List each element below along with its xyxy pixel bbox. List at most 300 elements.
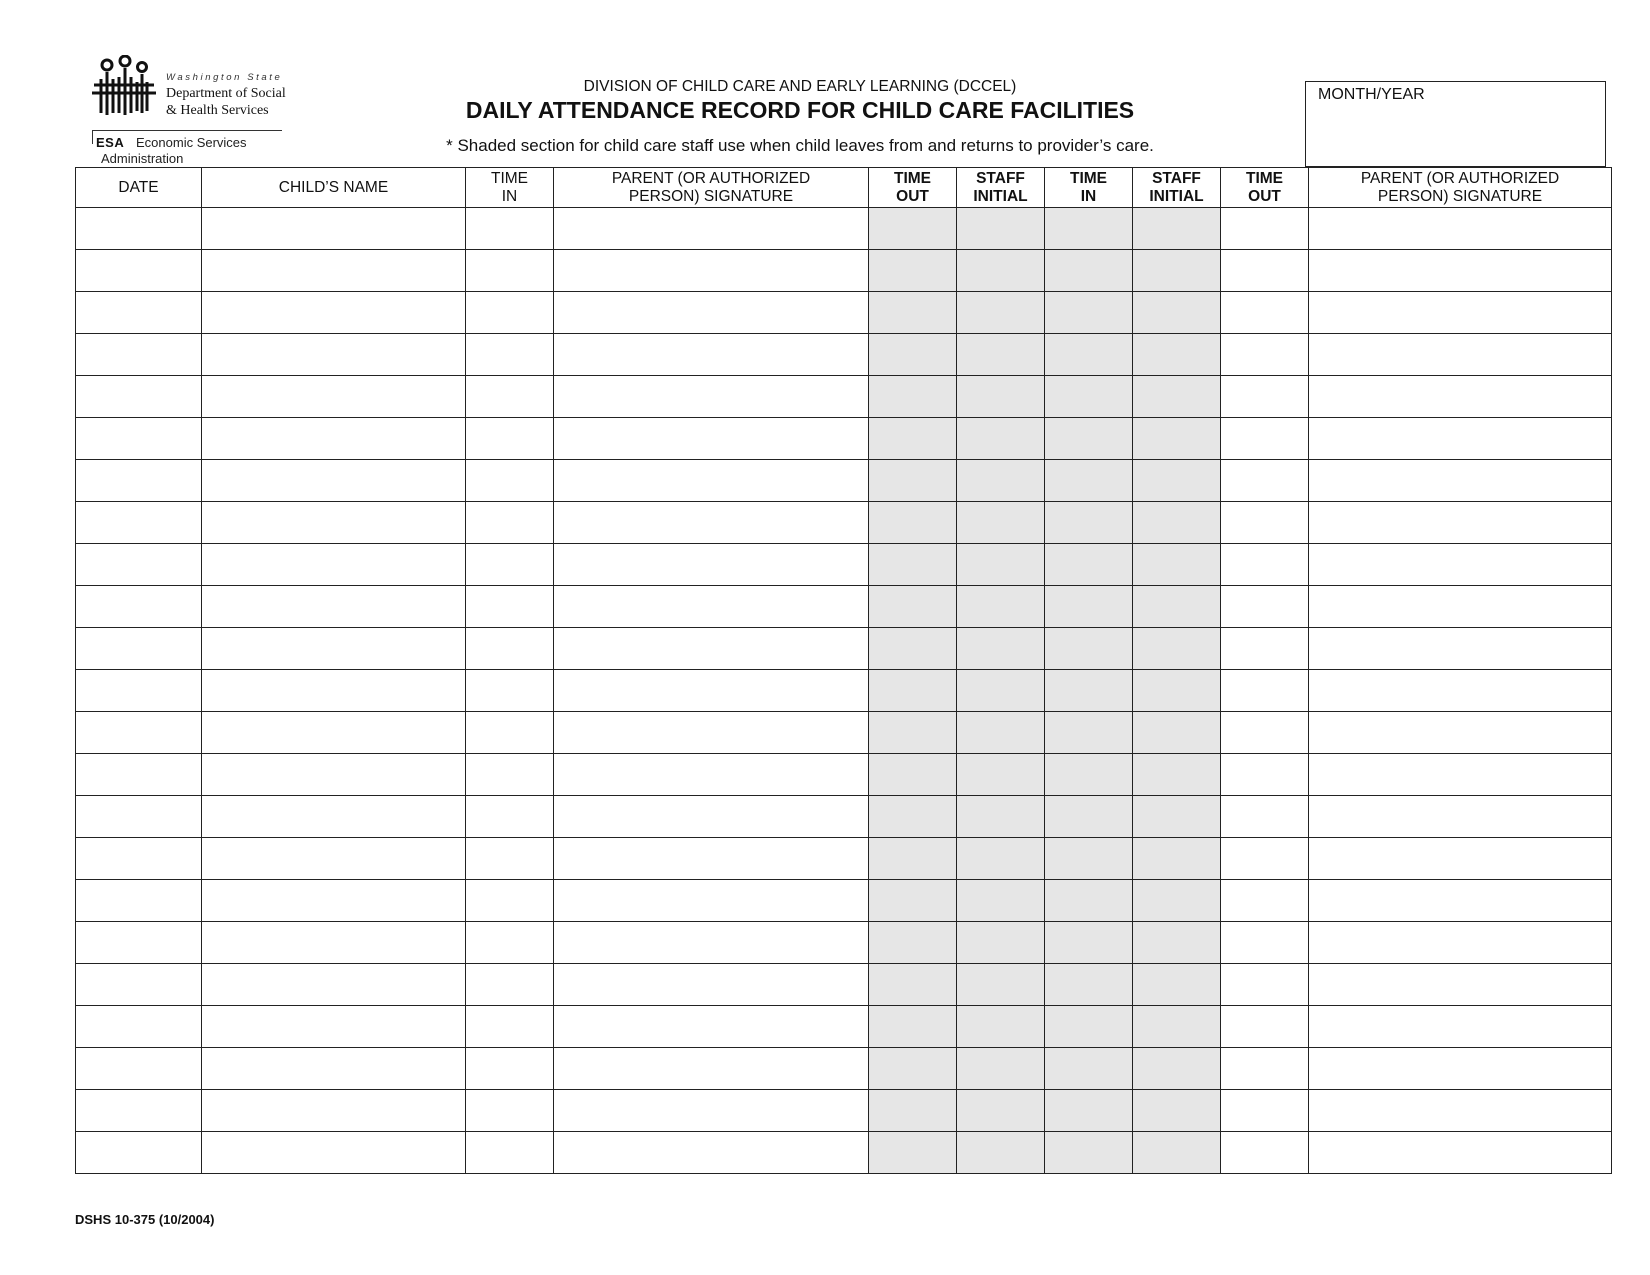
entry-cell[interactable] — [554, 208, 869, 250]
table-row — [76, 1006, 1612, 1048]
entry-cell[interactable] — [1221, 460, 1309, 502]
entry-cell[interactable] — [1221, 1048, 1309, 1090]
entry-cell[interactable] — [1309, 502, 1612, 544]
month-year-field[interactable] — [1305, 81, 1606, 167]
entry-cell[interactable] — [554, 1006, 869, 1048]
entry-cell[interactable] — [1309, 292, 1612, 334]
entry-cell[interactable] — [957, 838, 1045, 880]
entry-cell[interactable] — [1045, 628, 1133, 670]
agency-department-line1: Department of Social — [166, 86, 286, 101]
entry-cell[interactable] — [1133, 376, 1221, 418]
entry-cell[interactable] — [76, 460, 202, 502]
entry-cell[interactable] — [466, 586, 554, 628]
entry-cell[interactable] — [466, 334, 554, 376]
table-row — [76, 586, 1612, 628]
entry-cell[interactable] — [76, 292, 202, 334]
entry-cell[interactable] — [466, 1132, 554, 1174]
entry-cell[interactable] — [1221, 208, 1309, 250]
entry-cell[interactable] — [1309, 334, 1612, 376]
entry-cell[interactable] — [1221, 754, 1309, 796]
entry-cell[interactable] — [554, 586, 869, 628]
entry-cell[interactable] — [466, 796, 554, 838]
entry-cell[interactable] — [1045, 292, 1133, 334]
agency-esa: ESA — [96, 135, 125, 150]
table-row — [76, 250, 1612, 292]
column-header-line1: TIME — [490, 169, 529, 187]
entry-cell[interactable] — [957, 754, 1045, 796]
entry-cell[interactable] — [957, 1090, 1045, 1132]
entry-cell[interactable] — [554, 712, 869, 754]
entry-cell[interactable] — [76, 796, 202, 838]
entry-cell[interactable] — [76, 586, 202, 628]
entry-cell[interactable] — [957, 1048, 1045, 1090]
entry-cell[interactable] — [869, 292, 957, 334]
entry-cell[interactable] — [957, 1006, 1045, 1048]
column-header-line2: PERSON) SIGNATURE — [628, 187, 794, 205]
table-row — [76, 1048, 1612, 1090]
entry-cell[interactable] — [554, 544, 869, 586]
family-logo-icon — [92, 55, 158, 117]
entry-cell[interactable] — [1221, 1006, 1309, 1048]
entry-cell[interactable] — [554, 964, 869, 1006]
logo-divider-tick — [92, 130, 93, 144]
column-header-line2: INITIAL — [1149, 187, 1204, 205]
entry-cell[interactable] — [869, 418, 957, 460]
entry-cell[interactable] — [466, 460, 554, 502]
entry-cell[interactable] — [1045, 712, 1133, 754]
entry-cell[interactable] — [957, 250, 1045, 292]
entry-cell[interactable] — [1133, 502, 1221, 544]
entry-cell[interactable] — [466, 418, 554, 460]
form-title: DAILY ATTENDANCE RECORD FOR CHILD CARE FACILITIES — [465, 97, 1135, 123]
column-header — [957, 168, 1045, 208]
entry-cell[interactable] — [1221, 628, 1309, 670]
column-header-line2: INITIAL — [973, 187, 1028, 205]
attendance-table — [75, 167, 1612, 1174]
entry-cell[interactable] — [1133, 922, 1221, 964]
entry-cell[interactable] — [1221, 922, 1309, 964]
entry-cell[interactable] — [554, 460, 869, 502]
entry-cell[interactable] — [1045, 250, 1133, 292]
entry-cell[interactable] — [202, 208, 466, 250]
entry-cell[interactable] — [1045, 334, 1133, 376]
entry-cell[interactable] — [554, 1048, 869, 1090]
entry-cell[interactable] — [1221, 544, 1309, 586]
agency-administration: Administration — [101, 151, 184, 166]
entry-cell[interactable] — [1221, 1132, 1309, 1174]
entry-cell[interactable] — [554, 376, 869, 418]
entry-cell[interactable] — [869, 250, 957, 292]
entry-cell[interactable] — [466, 838, 554, 880]
table-row — [76, 1132, 1612, 1174]
entry-cell[interactable] — [466, 502, 554, 544]
entry-cell[interactable] — [1133, 334, 1221, 376]
agency-economic-services: Economic Services — [136, 135, 247, 150]
column-header-line2: OUT — [896, 187, 929, 205]
entry-cell[interactable] — [202, 1090, 466, 1132]
entry-cell[interactable] — [466, 1048, 554, 1090]
entry-cell[interactable] — [466, 1090, 554, 1132]
entry-cell[interactable] — [76, 1006, 202, 1048]
entry-cell[interactable] — [1133, 418, 1221, 460]
entry-cell[interactable] — [554, 670, 869, 712]
entry-cell[interactable] — [1309, 712, 1612, 754]
entry-cell[interactable] — [202, 880, 466, 922]
entry-cell[interactable] — [1133, 208, 1221, 250]
entry-cell[interactable] — [554, 250, 869, 292]
agency-department-line2: & Health Services — [166, 103, 269, 118]
entry-cell[interactable] — [554, 922, 869, 964]
entry-cell[interactable] — [554, 796, 869, 838]
entry-cell[interactable] — [1309, 544, 1612, 586]
entry-cell[interactable] — [1045, 1006, 1133, 1048]
table-row — [76, 670, 1612, 712]
column-header-line1: PARENT (OR AUTHORIZED — [1360, 169, 1560, 187]
entry-cell[interactable] — [1309, 1132, 1612, 1174]
entry-cell[interactable] — [957, 796, 1045, 838]
entry-cell[interactable] — [957, 922, 1045, 964]
column-header-line1: PARENT (OR AUTHORIZED — [611, 169, 811, 187]
entry-cell[interactable] — [76, 1090, 202, 1132]
entry-cell[interactable] — [202, 1048, 466, 1090]
entry-cell[interactable] — [1221, 586, 1309, 628]
entry-cell[interactable] — [1133, 292, 1221, 334]
entry-cell[interactable] — [869, 334, 957, 376]
entry-cell[interactable] — [1309, 460, 1612, 502]
entry-cell[interactable] — [554, 292, 869, 334]
entry-cell[interactable] — [1045, 964, 1133, 1006]
entry-cell[interactable] — [202, 838, 466, 880]
entry-cell[interactable] — [76, 838, 202, 880]
column-header-line1: TIME — [1069, 169, 1108, 187]
entry-cell[interactable] — [1309, 754, 1612, 796]
entry-cell[interactable] — [1133, 712, 1221, 754]
entry-cell[interactable] — [869, 670, 957, 712]
entry-cell[interactable] — [1221, 964, 1309, 1006]
entry-cell[interactable] — [1133, 670, 1221, 712]
entry-cell[interactable] — [957, 334, 1045, 376]
entry-cell[interactable] — [869, 544, 957, 586]
entry-cell[interactable] — [957, 586, 1045, 628]
entry-cell[interactable] — [554, 1132, 869, 1174]
column-header — [1221, 168, 1309, 208]
entry-cell[interactable] — [1133, 1132, 1221, 1174]
entry-cell[interactable] — [202, 922, 466, 964]
entry-cell[interactable] — [1045, 880, 1133, 922]
entry-cell[interactable] — [1221, 376, 1309, 418]
entry-cell[interactable] — [76, 250, 202, 292]
entry-cell[interactable] — [869, 838, 957, 880]
entry-cell[interactable] — [1309, 418, 1612, 460]
entry-cell[interactable] — [202, 628, 466, 670]
entry-cell[interactable] — [957, 964, 1045, 1006]
entry-cell[interactable] — [554, 1090, 869, 1132]
entry-cell[interactable] — [1221, 292, 1309, 334]
entry-cell[interactable] — [869, 1006, 957, 1048]
entry-cell[interactable] — [554, 502, 869, 544]
table-header-row — [76, 168, 1612, 208]
entry-cell[interactable] — [466, 544, 554, 586]
agency-logo — [92, 52, 302, 167]
entry-cell[interactable] — [76, 418, 202, 460]
entry-cell[interactable] — [957, 712, 1045, 754]
entry-cell[interactable] — [1133, 880, 1221, 922]
entry-cell[interactable] — [466, 1006, 554, 1048]
entry-cell[interactable] — [202, 754, 466, 796]
entry-cell[interactable] — [1221, 250, 1309, 292]
entry-cell[interactable] — [466, 670, 554, 712]
entry-cell[interactable] — [1045, 544, 1133, 586]
entry-cell[interactable] — [1045, 796, 1133, 838]
table-row — [76, 922, 1612, 964]
entry-cell[interactable] — [957, 670, 1045, 712]
division-heading: DIVISION OF CHILD CARE AND EARLY LEARNING (DCCEL) — [583, 78, 1017, 95]
entry-cell[interactable] — [76, 754, 202, 796]
entry-cell[interactable] — [76, 502, 202, 544]
entry-cell[interactable] — [869, 880, 957, 922]
table-row — [76, 544, 1612, 586]
column-header — [1045, 168, 1133, 208]
entry-cell[interactable] — [76, 670, 202, 712]
entry-cell[interactable] — [202, 250, 466, 292]
entry-cell[interactable] — [202, 502, 466, 544]
entry-cell[interactable] — [869, 1132, 957, 1174]
entry-cell[interactable] — [76, 376, 202, 418]
table-row — [76, 208, 1612, 250]
entry-cell[interactable] — [76, 1132, 202, 1174]
table-row — [76, 754, 1612, 796]
entry-cell[interactable] — [1133, 838, 1221, 880]
entry-cell[interactable] — [869, 208, 957, 250]
entry-cell[interactable] — [554, 418, 869, 460]
entry-cell[interactable] — [869, 754, 957, 796]
entry-cell[interactable] — [1133, 544, 1221, 586]
entry-cell[interactable] — [1045, 502, 1133, 544]
entry-cell[interactable] — [202, 334, 466, 376]
entry-cell[interactable] — [1309, 1048, 1612, 1090]
entry-cell[interactable] — [1309, 922, 1612, 964]
table-row — [76, 712, 1612, 754]
entry-cell[interactable] — [1221, 334, 1309, 376]
table-row — [76, 460, 1612, 502]
entry-cell[interactable] — [76, 880, 202, 922]
entry-cell[interactable] — [466, 292, 554, 334]
entry-cell[interactable] — [1133, 1006, 1221, 1048]
entry-cell[interactable] — [1133, 796, 1221, 838]
column-header-line2: PERSON) SIGNATURE — [1377, 187, 1543, 205]
table-row — [76, 1090, 1612, 1132]
entry-cell[interactable] — [1309, 1006, 1612, 1048]
table-row — [76, 838, 1612, 880]
entry-cell[interactable] — [76, 964, 202, 1006]
entry-cell[interactable] — [869, 460, 957, 502]
entry-cell[interactable] — [1221, 670, 1309, 712]
entry-cell[interactable] — [202, 376, 466, 418]
column-header-line2: IN — [501, 187, 518, 205]
entry-cell[interactable] — [957, 628, 1045, 670]
entry-cell[interactable] — [466, 922, 554, 964]
entry-cell[interactable] — [202, 292, 466, 334]
column-header-line1: TIME — [893, 169, 932, 187]
table-row — [76, 880, 1612, 922]
entry-cell[interactable] — [1309, 376, 1612, 418]
entry-cell[interactable] — [1309, 586, 1612, 628]
entry-cell[interactable] — [1221, 838, 1309, 880]
entry-cell[interactable] — [957, 1132, 1045, 1174]
entry-cell[interactable] — [1045, 1132, 1133, 1174]
column-header-line1: STAFF — [1152, 169, 1201, 187]
entry-cell[interactable] — [1221, 796, 1309, 838]
entry-cell[interactable] — [1309, 208, 1612, 250]
entry-cell[interactable] — [554, 838, 869, 880]
entry-cell[interactable] — [1045, 418, 1133, 460]
column-header-line2: IN — [1080, 187, 1097, 205]
table-row — [76, 964, 1612, 1006]
entry-cell[interactable] — [869, 376, 957, 418]
entry-cell[interactable] — [957, 544, 1045, 586]
entry-cell[interactable] — [466, 754, 554, 796]
entry-cell[interactable] — [1221, 418, 1309, 460]
entry-cell[interactable] — [1045, 754, 1133, 796]
entry-cell[interactable] — [202, 796, 466, 838]
entry-cell[interactable] — [957, 460, 1045, 502]
entry-cell[interactable] — [957, 502, 1045, 544]
column-header — [466, 168, 554, 208]
agency-state: Washington State — [166, 72, 283, 83]
month-year-label: MONTH/YEAR — [1318, 86, 1425, 103]
entry-cell[interactable] — [76, 208, 202, 250]
entry-cell[interactable] — [1309, 1090, 1612, 1132]
entry-cell[interactable] — [1221, 712, 1309, 754]
entry-cell[interactable] — [554, 628, 869, 670]
entry-cell[interactable] — [1045, 922, 1133, 964]
entry-cell[interactable] — [1045, 1090, 1133, 1132]
entry-cell[interactable] — [869, 1048, 957, 1090]
table-row — [76, 502, 1612, 544]
entry-cell[interactable] — [1133, 1090, 1221, 1132]
entry-cell[interactable] — [1045, 376, 1133, 418]
table-body — [76, 208, 1612, 1174]
table-row — [76, 334, 1612, 376]
entry-cell[interactable] — [957, 208, 1045, 250]
entry-cell[interactable] — [202, 964, 466, 1006]
entry-cell[interactable] — [1133, 250, 1221, 292]
column-header — [1133, 168, 1221, 208]
entry-cell[interactable] — [957, 880, 1045, 922]
entry-cell[interactable] — [76, 544, 202, 586]
column-header-line1: STAFF — [976, 169, 1025, 187]
entry-cell[interactable] — [1045, 586, 1133, 628]
entry-cell[interactable] — [76, 628, 202, 670]
entry-cell[interactable] — [554, 334, 869, 376]
entry-cell[interactable] — [1309, 964, 1612, 1006]
table-row — [76, 292, 1612, 334]
entry-cell[interactable] — [466, 628, 554, 670]
entry-cell[interactable] — [466, 208, 554, 250]
logo-divider — [92, 130, 282, 131]
entry-cell[interactable] — [1221, 1090, 1309, 1132]
table-row — [76, 418, 1612, 460]
entry-cell[interactable] — [869, 1090, 957, 1132]
entry-cell[interactable] — [1309, 628, 1612, 670]
entry-cell[interactable] — [1133, 1048, 1221, 1090]
entry-cell[interactable] — [869, 796, 957, 838]
entry-cell[interactable] — [1133, 586, 1221, 628]
entry-cell[interactable] — [869, 628, 957, 670]
entry-cell[interactable] — [1309, 250, 1612, 292]
entry-cell[interactable] — [869, 712, 957, 754]
column-header — [76, 168, 202, 208]
entry-cell[interactable] — [202, 544, 466, 586]
entry-cell[interactable] — [202, 670, 466, 712]
entry-cell[interactable] — [1309, 880, 1612, 922]
column-header — [1309, 168, 1612, 208]
entry-cell[interactable] — [76, 712, 202, 754]
entry-cell[interactable] — [466, 376, 554, 418]
column-header — [869, 168, 957, 208]
entry-cell[interactable] — [957, 418, 1045, 460]
column-header-line1: CHILD’S NAME — [278, 178, 389, 196]
entry-cell[interactable] — [1045, 460, 1133, 502]
entry-cell[interactable] — [1221, 502, 1309, 544]
entry-cell[interactable] — [1045, 208, 1133, 250]
entry-cell[interactable] — [202, 1006, 466, 1048]
column-header-line2: OUT — [1248, 187, 1281, 205]
entry-cell[interactable] — [466, 880, 554, 922]
entry-cell[interactable] — [76, 922, 202, 964]
entry-cell[interactable] — [869, 964, 957, 1006]
entry-cell[interactable] — [1309, 670, 1612, 712]
entry-cell[interactable] — [466, 712, 554, 754]
form-number: DSHS 10-375 (10/2004) — [75, 1212, 215, 1227]
column-header-line1: TIME — [1245, 169, 1284, 187]
column-header — [202, 168, 466, 208]
entry-cell[interactable] — [1045, 670, 1133, 712]
entry-cell[interactable] — [957, 292, 1045, 334]
table-row — [76, 628, 1612, 670]
column-header — [554, 168, 869, 208]
table-row — [76, 796, 1612, 838]
shaded-section-note: * Shaded section for child care staff use when child leaves from and returns to provider’s care. — [446, 136, 1154, 155]
entry-cell[interactable] — [466, 250, 554, 292]
entry-cell[interactable] — [1309, 796, 1612, 838]
column-header-line1: DATE — [118, 178, 159, 196]
entry-cell[interactable] — [76, 1048, 202, 1090]
entry-cell[interactable] — [554, 880, 869, 922]
entry-cell[interactable] — [1133, 628, 1221, 670]
entry-cell[interactable] — [202, 586, 466, 628]
entry-cell[interactable] — [554, 754, 869, 796]
entry-cell[interactable] — [1133, 754, 1221, 796]
entry-cell[interactable] — [1045, 838, 1133, 880]
entry-cell[interactable] — [202, 1132, 466, 1174]
entry-cell[interactable] — [202, 712, 466, 754]
entry-cell[interactable] — [1045, 1048, 1133, 1090]
entry-cell[interactable] — [1133, 964, 1221, 1006]
entry-cell[interactable] — [76, 334, 202, 376]
entry-cell[interactable] — [869, 922, 957, 964]
entry-cell[interactable] — [869, 586, 957, 628]
entry-cell[interactable] — [957, 376, 1045, 418]
entry-cell[interactable] — [202, 460, 466, 502]
entry-cell[interactable] — [202, 418, 466, 460]
entry-cell[interactable] — [869, 502, 957, 544]
entry-cell[interactable] — [1133, 460, 1221, 502]
entry-cell[interactable] — [1221, 880, 1309, 922]
entry-cell[interactable] — [466, 964, 554, 1006]
entry-cell[interactable] — [1309, 838, 1612, 880]
table-row — [76, 376, 1612, 418]
